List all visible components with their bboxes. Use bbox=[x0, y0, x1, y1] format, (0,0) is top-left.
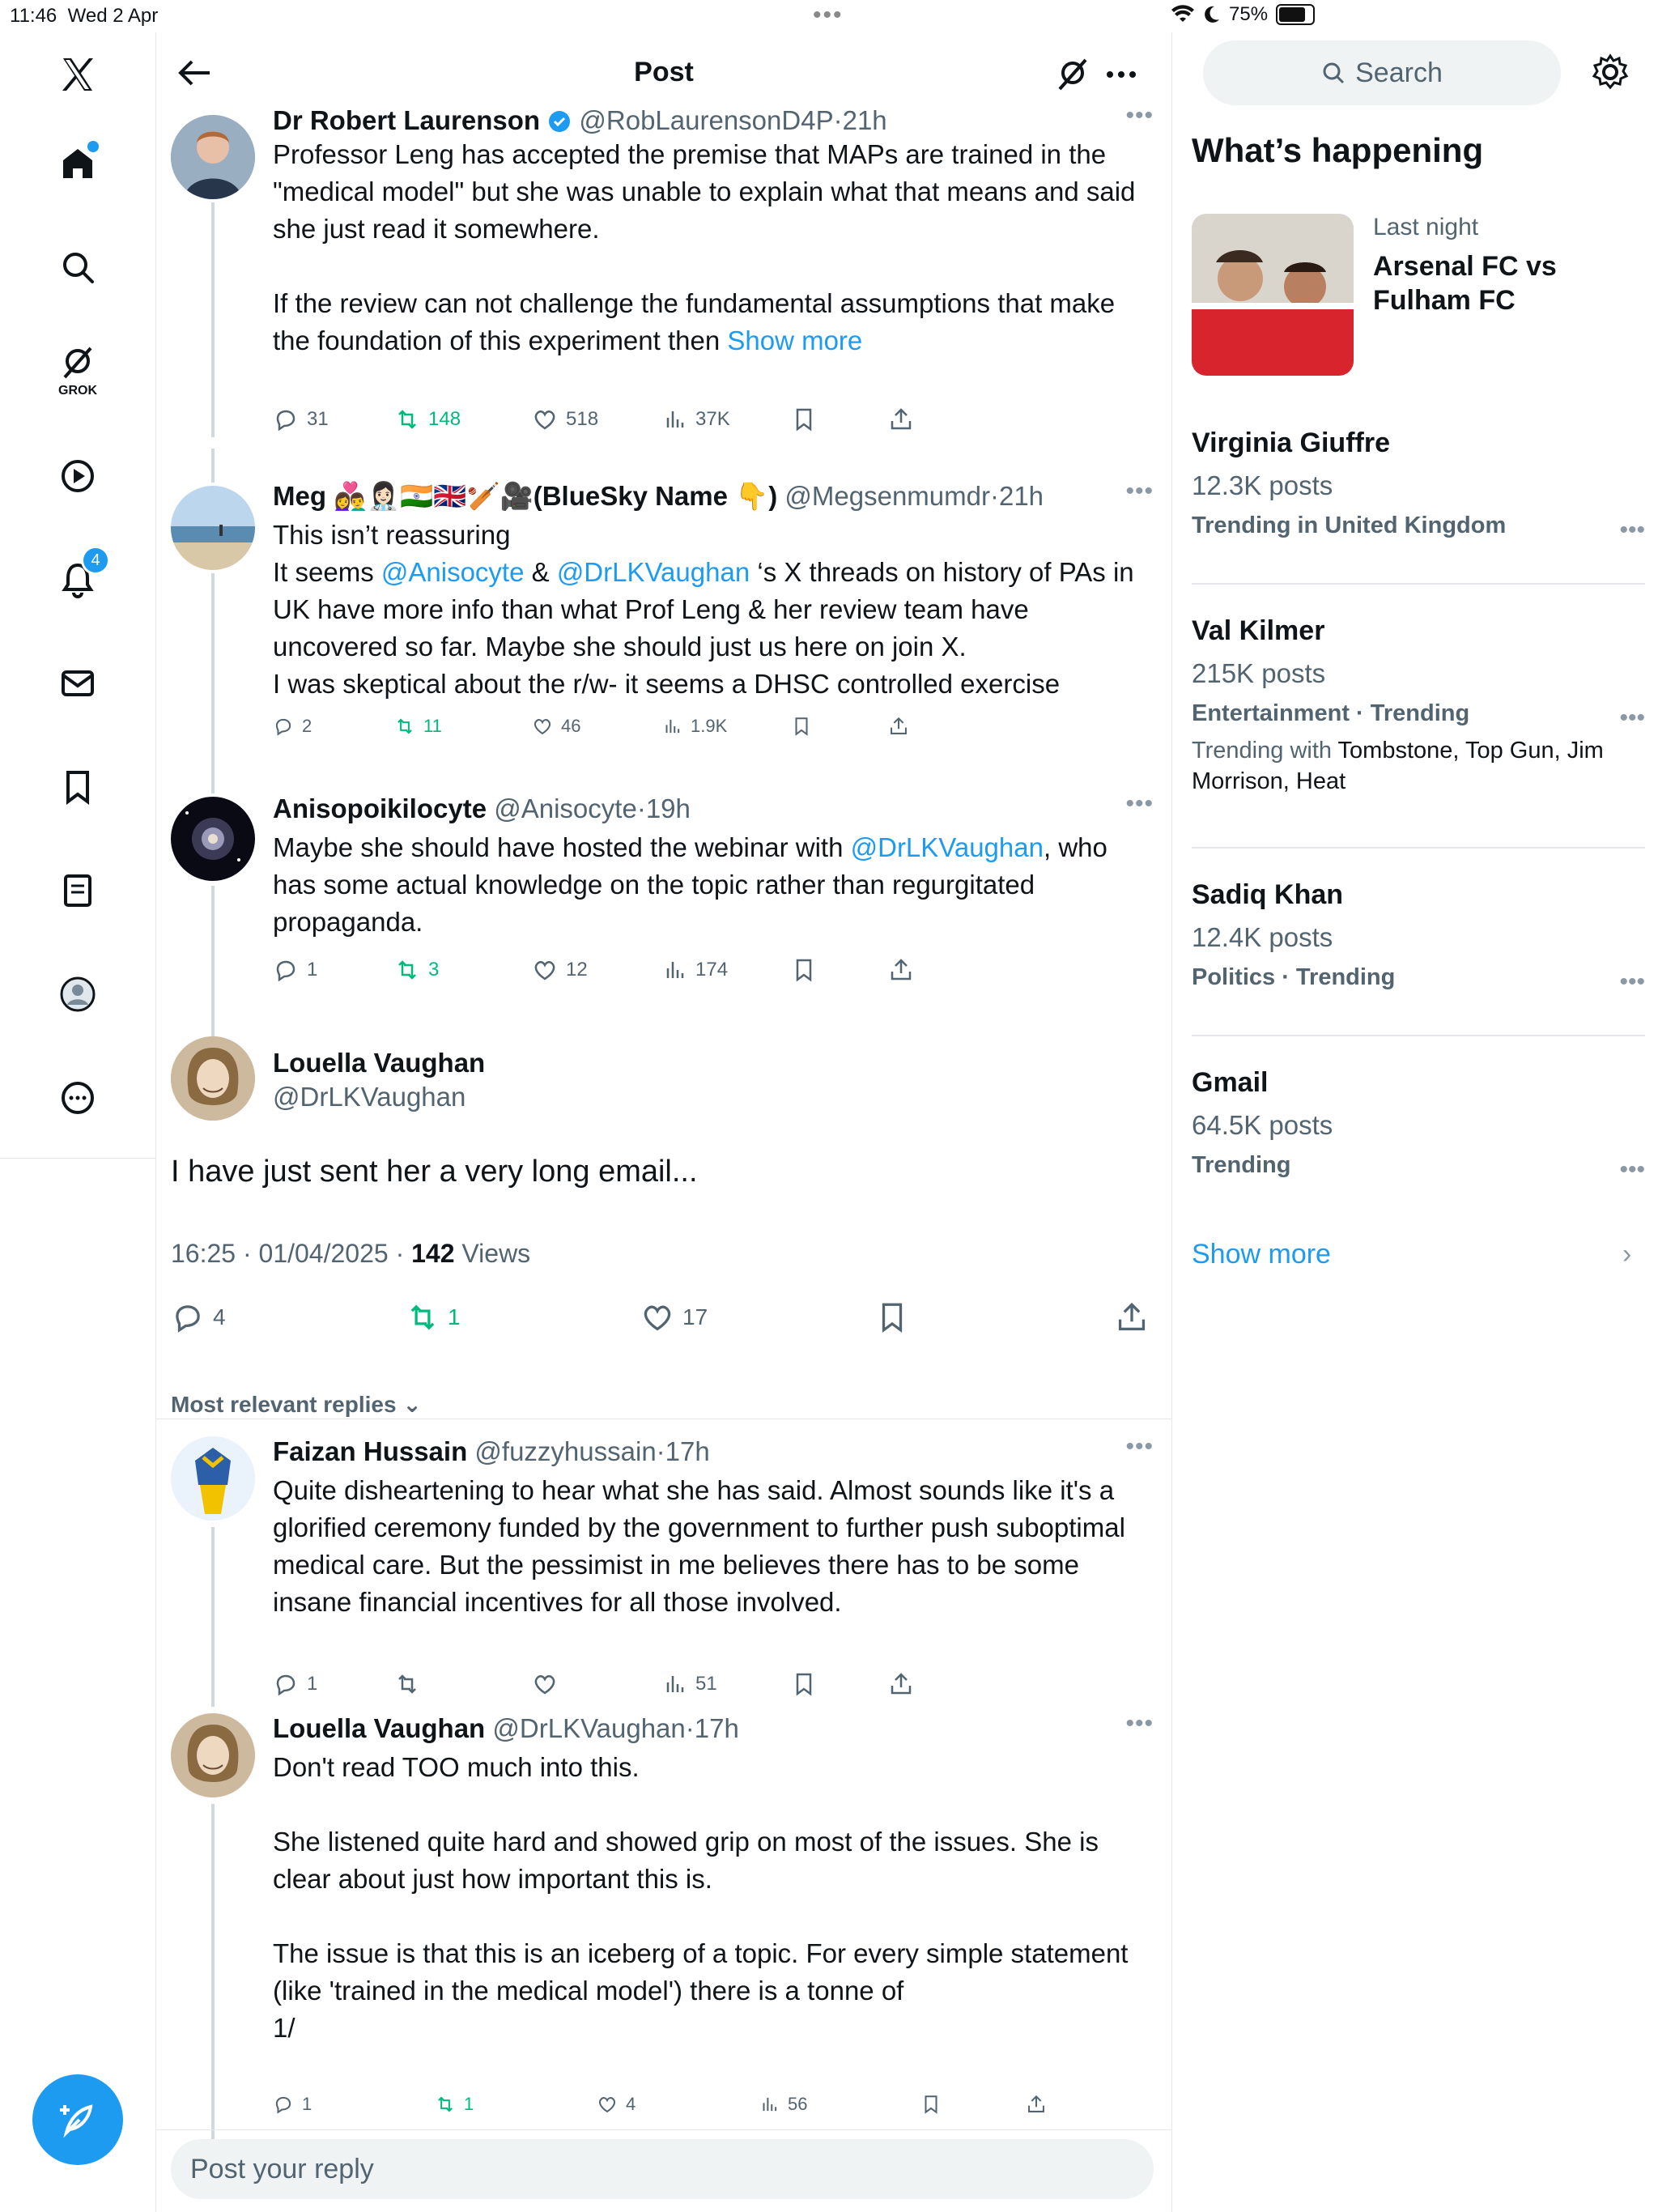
bookmark-icon bbox=[791, 1671, 817, 1697]
trend-count: 12.4K posts bbox=[1192, 922, 1333, 952]
compose-post-button[interactable] bbox=[32, 2074, 123, 2165]
moon-icon bbox=[1203, 5, 1221, 24]
avatar[interactable] bbox=[171, 115, 255, 199]
views-chart-icon bbox=[661, 1671, 687, 1697]
bookmark-icon bbox=[920, 2094, 942, 2115]
bookmark-button[interactable] bbox=[791, 406, 817, 432]
avatar[interactable] bbox=[171, 1036, 255, 1121]
retweet-button[interactable]: 11 bbox=[394, 716, 442, 737]
tweet-header: Louella Vaughan @DrLKVaughan·17h bbox=[273, 1713, 739, 1743]
share-button[interactable] bbox=[888, 716, 909, 737]
views-chart-icon bbox=[661, 957, 687, 983]
trend-context: Politics · Trending bbox=[1192, 964, 1396, 990]
retweet-icon bbox=[394, 1671, 420, 1697]
replies-sort-dropdown[interactable]: Most relevant replies ⌄ bbox=[171, 1392, 422, 1417]
trend-count: 215K posts bbox=[1192, 658, 1326, 688]
retweet-icon bbox=[435, 2094, 456, 2115]
author-handle[interactable]: @Anisocyte bbox=[494, 793, 637, 823]
share-button[interactable] bbox=[1026, 2094, 1047, 2115]
reply-tweet[interactable] bbox=[156, 1433, 1171, 1725]
bookmarks-icon[interactable] bbox=[49, 758, 107, 816]
tweet-text: Don't read TOO much into this. She listened quite hard and showed grip on most of the issues. She is clear about just how important this is. The issue is that this is an iceberg of a topic. For every simple statement (like 'trained in the medical model') there is a tonne of 1/ bbox=[273, 1752, 1129, 2043]
share-button[interactable] bbox=[888, 406, 914, 432]
tweet-actions bbox=[273, 716, 1155, 748]
share-button[interactable] bbox=[888, 957, 914, 983]
trend-more-icon[interactable]: ••• bbox=[1619, 704, 1645, 731]
author-name[interactable]: Anisopoikilocyte bbox=[273, 793, 487, 823]
bookmark-button[interactable] bbox=[791, 716, 812, 737]
tweet-actions bbox=[273, 1671, 1155, 1704]
views-button[interactable]: 174 bbox=[661, 957, 728, 983]
bookmark-icon bbox=[791, 957, 817, 983]
page-title: Post bbox=[634, 57, 694, 87]
mention-link[interactable]: @DrLKVaughan bbox=[556, 557, 750, 587]
retweet-button[interactable]: 1 bbox=[435, 2094, 474, 2115]
tweet-header: Anisopoikilocyte @Anisocyte·19h bbox=[273, 793, 691, 823]
trend-item[interactable] bbox=[1192, 879, 1645, 995]
retweet-button[interactable] bbox=[394, 1671, 420, 1697]
reply-icon bbox=[273, 406, 299, 432]
reply-button[interactable]: 1 bbox=[273, 957, 317, 983]
main-author-handle[interactable]: @DrLKVaughan bbox=[273, 1082, 466, 1112]
avatar[interactable] bbox=[171, 1436, 255, 1521]
news-title: Arsenal FC vs Fulham FC bbox=[1373, 251, 1557, 316]
video-icon[interactable] bbox=[49, 447, 107, 505]
status-right bbox=[1171, 3, 1658, 26]
reply-button[interactable]: 2 bbox=[273, 716, 312, 737]
retweet-icon bbox=[394, 716, 415, 737]
views-button[interactable]: 56 bbox=[759, 2094, 807, 2115]
battery-percent: 75% bbox=[1229, 3, 1269, 25]
mention-link[interactable]: @Anisocyte bbox=[380, 557, 525, 587]
bookmark-button[interactable] bbox=[875, 1300, 909, 1334]
like-button[interactable]: 17 bbox=[640, 1300, 708, 1334]
share-icon bbox=[888, 716, 909, 737]
share-icon bbox=[888, 1671, 914, 1697]
trend-more-icon[interactable]: ••• bbox=[1619, 517, 1645, 543]
trend-title: Val Kilmer bbox=[1192, 615, 1325, 646]
tweet-time[interactable]: 17h bbox=[694, 1713, 739, 1743]
tweet-text: Maybe she should have hosted the webinar with @DrLKVaughan, who has some actual knowledge on the topic rather than regurgitated propaganda. bbox=[273, 832, 1116, 937]
news-image bbox=[1192, 214, 1354, 376]
chevron-right-icon: › bbox=[1622, 1239, 1632, 1270]
reply-icon bbox=[273, 957, 299, 983]
views-count: 142 bbox=[411, 1239, 455, 1268]
tweet-more-icon[interactable]: ••• bbox=[1125, 1433, 1154, 1460]
x-logo-icon[interactable] bbox=[49, 45, 107, 104]
avatar[interactable] bbox=[171, 797, 255, 881]
tweet-more-icon[interactable]: ••• bbox=[1125, 478, 1154, 504]
tweet-actions bbox=[273, 2094, 1155, 2126]
tweet-more-icon[interactable]: ••• bbox=[1125, 102, 1154, 129]
main-post-actions bbox=[171, 1300, 1155, 1341]
bookmark-button[interactable] bbox=[791, 1671, 817, 1697]
multitasking-dots[interactable]: ••• bbox=[813, 2, 844, 28]
tweet-actions bbox=[273, 957, 1155, 989]
reply-icon bbox=[273, 1671, 299, 1697]
retweet-button[interactable]: 3 bbox=[394, 957, 439, 983]
retweet-button[interactable]: 148 bbox=[394, 406, 461, 432]
author-name[interactable]: Meg 👩‍❤️‍👨👩🏻‍⚕️🇮🇳🇬🇧🏏🎥(BlueSky Name 👇) bbox=[273, 481, 778, 511]
tweet-more-icon[interactable]: ••• bbox=[1125, 790, 1154, 817]
trend-item[interactable] bbox=[1192, 615, 1645, 797]
trend-more-icon[interactable]: ••• bbox=[1619, 968, 1645, 995]
reply-tweet[interactable] bbox=[156, 1710, 1171, 2115]
tweet-header: Dr Robert Laurenson @RobLaurensonD4P·21h bbox=[273, 105, 887, 135]
thread-tweet[interactable] bbox=[156, 102, 1171, 442]
trend-related: Trending with Tombstone, Top Gun, Jim Morrison, Heat bbox=[1192, 738, 1604, 794]
thread-tweet[interactable] bbox=[156, 453, 1171, 769]
trend-title: Virginia Giuffre bbox=[1192, 428, 1390, 458]
notifications-badge: 4 bbox=[81, 546, 110, 575]
tweet-actions bbox=[273, 406, 1155, 439]
share-icon bbox=[1026, 2094, 1047, 2115]
tweet-text: This isn’t reassuring It seems @Anisocyte & @DrLKVaughan ‘s X threads on history of PAs in UK have more info than what Prof Leng & her review team have uncovered so far. Maybe she should just us here on join X. I was skeptical about the r/w- it seems a DHSC controlled exercise bbox=[273, 520, 1134, 699]
compose-feather-icon bbox=[55, 2097, 100, 2142]
tweet-text: Professor Leng has accepted the premise that MAPs are trained in the "medical model" but she was unable to explain what that means and said she just read it somewhere. If the review can not challenge the fundamental assumptions that make the foundation of this experiment then Show more bbox=[273, 139, 1136, 355]
views-chart-icon bbox=[661, 716, 682, 737]
reply-button[interactable]: 4 bbox=[171, 1300, 226, 1334]
trend-count: 64.5K posts bbox=[1192, 1110, 1333, 1140]
search-icon[interactable] bbox=[49, 238, 107, 296]
more-options-icon[interactable] bbox=[1103, 57, 1139, 92]
verified-badge-icon bbox=[547, 109, 572, 134]
retweet-button[interactable]: 1 bbox=[406, 1300, 461, 1334]
heart-icon bbox=[532, 1671, 558, 1697]
show-more-link[interactable]: Show more bbox=[727, 325, 863, 355]
reply-button[interactable]: 1 bbox=[273, 1671, 317, 1697]
search-icon bbox=[1321, 61, 1346, 85]
author-name[interactable]: Louella Vaughan bbox=[273, 1713, 486, 1743]
thread-tweet[interactable] bbox=[156, 769, 1171, 1004]
search-input[interactable]: Search bbox=[1203, 40, 1561, 105]
author-name[interactable]: Dr Robert Laurenson bbox=[273, 105, 541, 135]
lists-icon[interactable] bbox=[49, 861, 107, 920]
bookmark-icon bbox=[791, 716, 812, 737]
bookmark-button[interactable] bbox=[791, 957, 817, 983]
bookmark-button[interactable] bbox=[920, 2094, 942, 2115]
views-chart-icon bbox=[759, 2094, 780, 2115]
avatar[interactable] bbox=[171, 486, 255, 570]
like-button[interactable]: 4 bbox=[597, 2094, 636, 2115]
profile-icon[interactable] bbox=[49, 965, 107, 1023]
status-bar bbox=[0, 0, 1658, 32]
trend-item[interactable] bbox=[1192, 428, 1645, 543]
retweet-icon bbox=[394, 957, 420, 983]
news-card[interactable] bbox=[1192, 214, 1645, 376]
tweet-header: Faizan Hussain @fuzzyhussain·17h bbox=[273, 1436, 710, 1466]
heart-icon bbox=[532, 716, 553, 737]
gear-icon[interactable] bbox=[1592, 53, 1629, 91]
heart-icon bbox=[532, 406, 558, 432]
notifications-bell-icon[interactable] bbox=[49, 551, 107, 609]
tweet-time[interactable]: 21h bbox=[998, 481, 1044, 511]
heart-icon bbox=[640, 1300, 674, 1334]
share-button[interactable] bbox=[888, 1671, 914, 1697]
tweet-more-icon[interactable]: ••• bbox=[1125, 1710, 1154, 1737]
avatar[interactable] bbox=[171, 1713, 255, 1797]
views-button[interactable]: 51 bbox=[661, 1671, 717, 1697]
bookmark-icon bbox=[791, 406, 817, 432]
views-button[interactable]: 37K bbox=[661, 406, 730, 432]
tweet-time[interactable]: 17h bbox=[665, 1436, 710, 1466]
views-chart-icon bbox=[661, 406, 687, 432]
main-post bbox=[156, 1004, 1171, 1457]
mention-link[interactable]: @DrLKVaughan bbox=[850, 832, 1044, 862]
trend-count: 12.3K posts bbox=[1192, 470, 1333, 500]
whats-happening-title: What’s happening bbox=[1192, 131, 1484, 169]
news-meta: Last night bbox=[1373, 214, 1479, 240]
heart-icon bbox=[532, 957, 558, 983]
author-handle[interactable]: @fuzzyhussain bbox=[474, 1436, 657, 1466]
main-post-text: I have just sent her a very long email... bbox=[171, 1155, 698, 1189]
show-more-link[interactable]: Show more bbox=[1192, 1239, 1331, 1270]
reply-icon bbox=[273, 2094, 294, 2115]
trend-context: Entertainment · Trending bbox=[1192, 700, 1470, 726]
main-author-name[interactable]: Louella Vaughan bbox=[273, 1048, 486, 1078]
retweet-icon bbox=[406, 1300, 440, 1334]
trend-title: Sadiq Khan bbox=[1192, 879, 1344, 910]
reply-input[interactable]: Post your reply bbox=[171, 2139, 1154, 2199]
like-button[interactable] bbox=[532, 1671, 558, 1697]
post-timestamp: 16:25 · 01/04/2025 · 142 Views bbox=[171, 1239, 531, 1268]
author-handle[interactable]: @DrLKVaughan bbox=[492, 1713, 686, 1743]
more-options-icon[interactable] bbox=[49, 1069, 107, 1127]
tweet-time[interactable]: 19h bbox=[645, 793, 691, 823]
reply-icon bbox=[171, 1300, 205, 1334]
tweet-time[interactable]: 21h bbox=[842, 105, 887, 135]
wifi-icon bbox=[1171, 5, 1195, 24]
like-button[interactable]: 46 bbox=[532, 716, 580, 737]
trend-title: Gmail bbox=[1192, 1067, 1269, 1098]
reply-button[interactable]: 1 bbox=[273, 2094, 312, 2115]
messages-icon[interactable] bbox=[49, 654, 107, 713]
share-icon bbox=[888, 406, 914, 432]
views-button[interactable]: 1.9K bbox=[661, 716, 727, 737]
status-time: 11:46 Wed 2 Apr bbox=[10, 5, 159, 27]
share-icon bbox=[888, 957, 914, 983]
grok-explain-icon[interactable] bbox=[1055, 57, 1090, 92]
like-button[interactable]: 518 bbox=[532, 406, 598, 432]
grok-label: GROK bbox=[58, 384, 97, 398]
author-handle[interactable]: @RobLaurensonD4P bbox=[579, 105, 834, 135]
bookmark-icon bbox=[875, 1300, 909, 1334]
trend-context: Trending in United Kingdom bbox=[1192, 513, 1507, 538]
like-button[interactable]: 12 bbox=[532, 957, 588, 983]
chevron-down-icon: ⌄ bbox=[402, 1392, 422, 1417]
trend-more-icon[interactable]: ••• bbox=[1619, 1156, 1645, 1183]
trend-item[interactable] bbox=[1192, 1067, 1645, 1183]
left-navigation bbox=[0, 32, 155, 1159]
home-icon[interactable] bbox=[49, 134, 107, 193]
heart-icon bbox=[597, 2094, 618, 2115]
author-handle[interactable]: @Megsenmumdr bbox=[784, 481, 990, 511]
reply-button[interactable]: 31 bbox=[273, 406, 329, 432]
share-button[interactable] bbox=[1115, 1300, 1149, 1334]
author-name[interactable]: Faizan Hussain bbox=[273, 1436, 468, 1466]
share-icon bbox=[1115, 1300, 1149, 1334]
reply-icon bbox=[273, 716, 294, 737]
tweet-header: Meg 👩‍❤️‍👨👩🏻‍⚕️🇮🇳🇬🇧🏏🎥(BlueSky Name 👇) @Megsenmumdr·21h bbox=[273, 481, 1044, 511]
post-header bbox=[156, 32, 1171, 113]
battery-icon bbox=[1276, 4, 1315, 25]
trend-context: Trending bbox=[1192, 1152, 1291, 1178]
post-column bbox=[155, 32, 1172, 2212]
retweet-icon bbox=[394, 406, 420, 432]
tweet-text: Quite disheartening to hear what she has said. Almost sounds like it's a glorified ceremony funded by the government to further push suboptimal medical care. But the pessimist in me believes there has to be some insane financial incentives for all those involved. bbox=[273, 1475, 1133, 1617]
home-unread-dot bbox=[87, 141, 99, 152]
grok-icon[interactable] bbox=[49, 335, 107, 398]
